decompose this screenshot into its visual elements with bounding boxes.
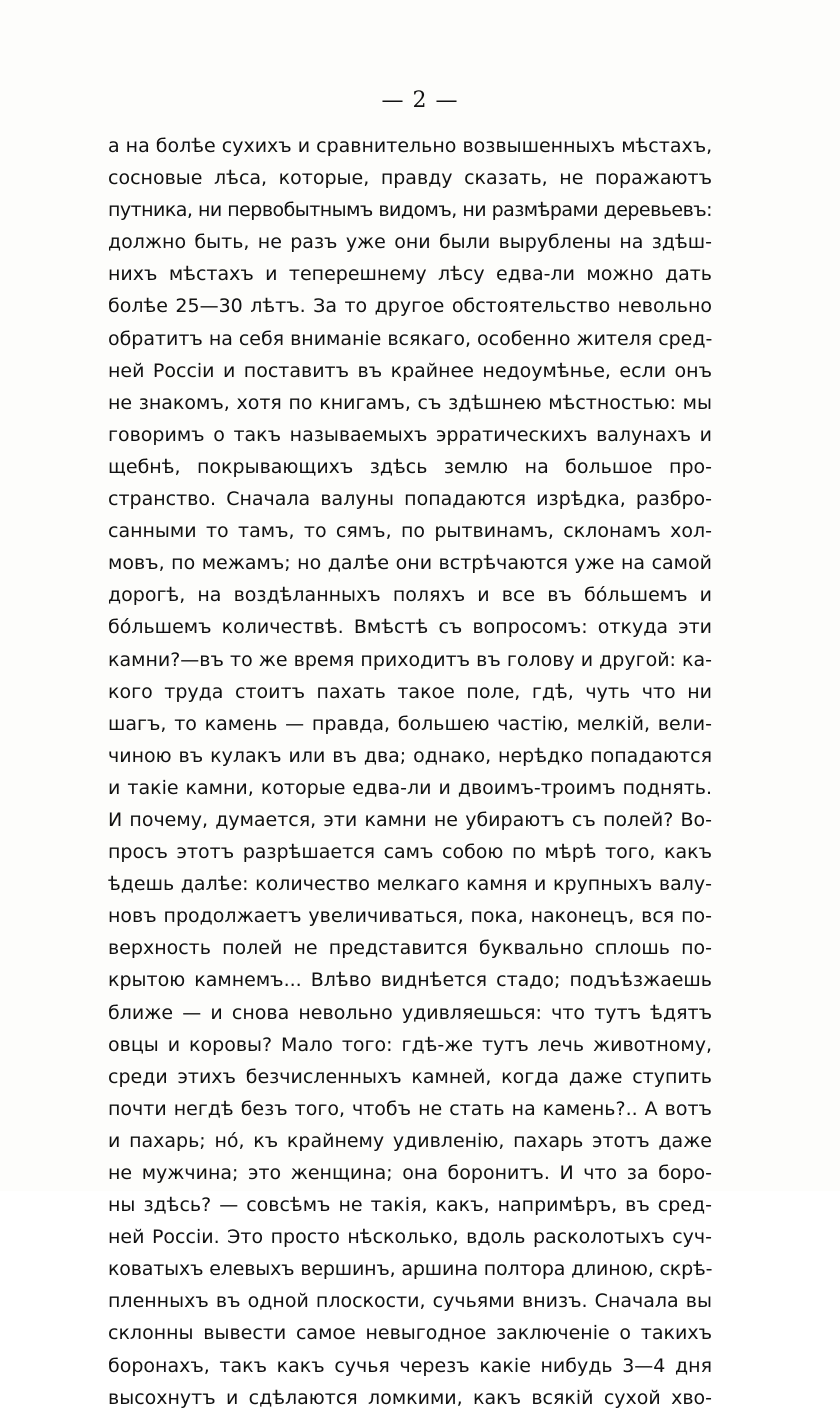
text-line: и такіе камни, которые едва-ли и двоимъ-троимъ поднять. <box>108 776 712 799</box>
text-line: мовъ, по межамъ; но далѣе они встрѣчаются уже на самой <box>108 552 712 575</box>
text-line: И почему, думается, эти камни не убираютъ съ полей? Во- <box>108 808 712 831</box>
text-line: ближе — и снова невольно удивляешься: что тутъ ѣдятъ <box>108 1001 712 1024</box>
text-line: ѣдешь далѣе: количество мелкаго камня и крупныхъ валу- <box>108 873 712 896</box>
text-line: пленныхъ въ одной плоскости, сучьями внизъ. Сначала вы <box>108 1290 712 1313</box>
text-line: верхность полей не представится буквально сплошь по- <box>108 937 712 960</box>
text-line: сосновые лѣса, которые, правду сказать, не поражаютъ <box>108 167 712 190</box>
body-text <box>108 130 712 1414</box>
text-line: боронахъ, такъ какъ сучья черезъ какіе нибудь 3—4 дня <box>108 1354 712 1377</box>
text-line: овцы и коровы? Мало того: гдѣ-же тутъ лечь животному, <box>108 1033 712 1056</box>
text-line: не знакомъ, хотя по книгамъ, съ здѣшнею мѣстностью: мы <box>108 391 712 414</box>
text-line: странство. Сначала валуны попадаются изрѣдка, разбро- <box>108 488 712 511</box>
text-line: ны здѣсь? — совсѣмъ не такія, какъ, напримѣръ, въ сред- <box>108 1194 712 1217</box>
text-line: обратитъ на себя вниманіе всякаго, особенно жителя сред- <box>108 327 713 350</box>
text-line: склонны вывести самое невыгодное заключеніе о такихъ <box>108 1322 712 1345</box>
text-line: а на болѣе сухихъ и сравнительно возвышенныхъ мѣстахъ, <box>108 135 713 157</box>
text-line: путника, ни первобытнымъ видомъ, ни размѣрами деревьевъ: <box>108 199 712 222</box>
text-line: бо́льшемъ количествѣ. Вмѣстѣ съ вопросомъ: откуда эти <box>108 616 712 639</box>
text-line: просъ этотъ разрѣшается самъ собою по мѣрѣ того, какъ <box>108 841 712 864</box>
text-line: ней Россіи. Это просто нѣсколько, вдоль расколотыхъ суч- <box>108 1226 712 1249</box>
text-line: не мужчина; это женщина; она боронитъ. И что за боро- <box>108 1162 712 1184</box>
text-line: санными то тамъ, то сямъ, по рытвинамъ, склонамъ хол- <box>108 520 712 543</box>
text-line: среди этихъ безчисленныхъ камней, когда даже ступить <box>108 1065 712 1088</box>
text-line: должно быть, не разъ уже они были вырублены на здѣш- <box>108 231 712 254</box>
text-line: шагъ, то камень — правда, большею частію, мелкій, вели- <box>108 712 712 735</box>
text-line: щебнѣ, покрывающихъ здѣсь землю на большое про- <box>108 455 712 478</box>
text-line: крытою камнемъ... Влѣво виднѣется стадо; подъѣзжаешь <box>108 969 712 992</box>
text-line: почти негдѣ безъ того, чтобъ не стать на камень?.. А вотъ <box>108 1097 712 1120</box>
text-line: говоримъ о такъ называемыхъ эрратическихъ валунахъ и <box>108 423 712 446</box>
text-line: дорогѣ, на воздѣланныхъ поляхъ и все въ бо́льшемъ и <box>108 584 712 607</box>
page-number: — 2 — <box>381 88 459 113</box>
text-line: нихъ мѣстахъ и теперешнему лѣсу едва-ли можно дать <box>108 263 712 286</box>
text-line: ней Россіи и поставитъ въ крайнее недоумѣнье, если онъ <box>108 359 712 382</box>
text-line: кого труда стоитъ пахать такое поле, гдѣ, чуть что ни <box>108 680 712 703</box>
text-line: коватыхъ елевыхъ вершинъ, аршина полтора длиною, скрѣ- <box>108 1258 713 1281</box>
text-line: новъ продолжаетъ увеличиваться, пока, наконецъ, вся по- <box>108 905 712 928</box>
text-line: высохнутъ и сдѣлаются ломкими, какъ всякій сухой хво- <box>108 1386 712 1409</box>
text-line: и пахарь; но́, къ крайнему удивленію, пахарь этотъ даже <box>108 1129 712 1152</box>
text-line: чиною въ кулакъ или въ два; однако, нерѣдко попадаются <box>108 744 712 767</box>
text-line: болѣе 25—30 лѣтъ. За то другое обстоятельство невольно <box>108 295 712 318</box>
text-line: камни?—въ то же время приходитъ въ голову и другой: ка- <box>108 648 712 671</box>
